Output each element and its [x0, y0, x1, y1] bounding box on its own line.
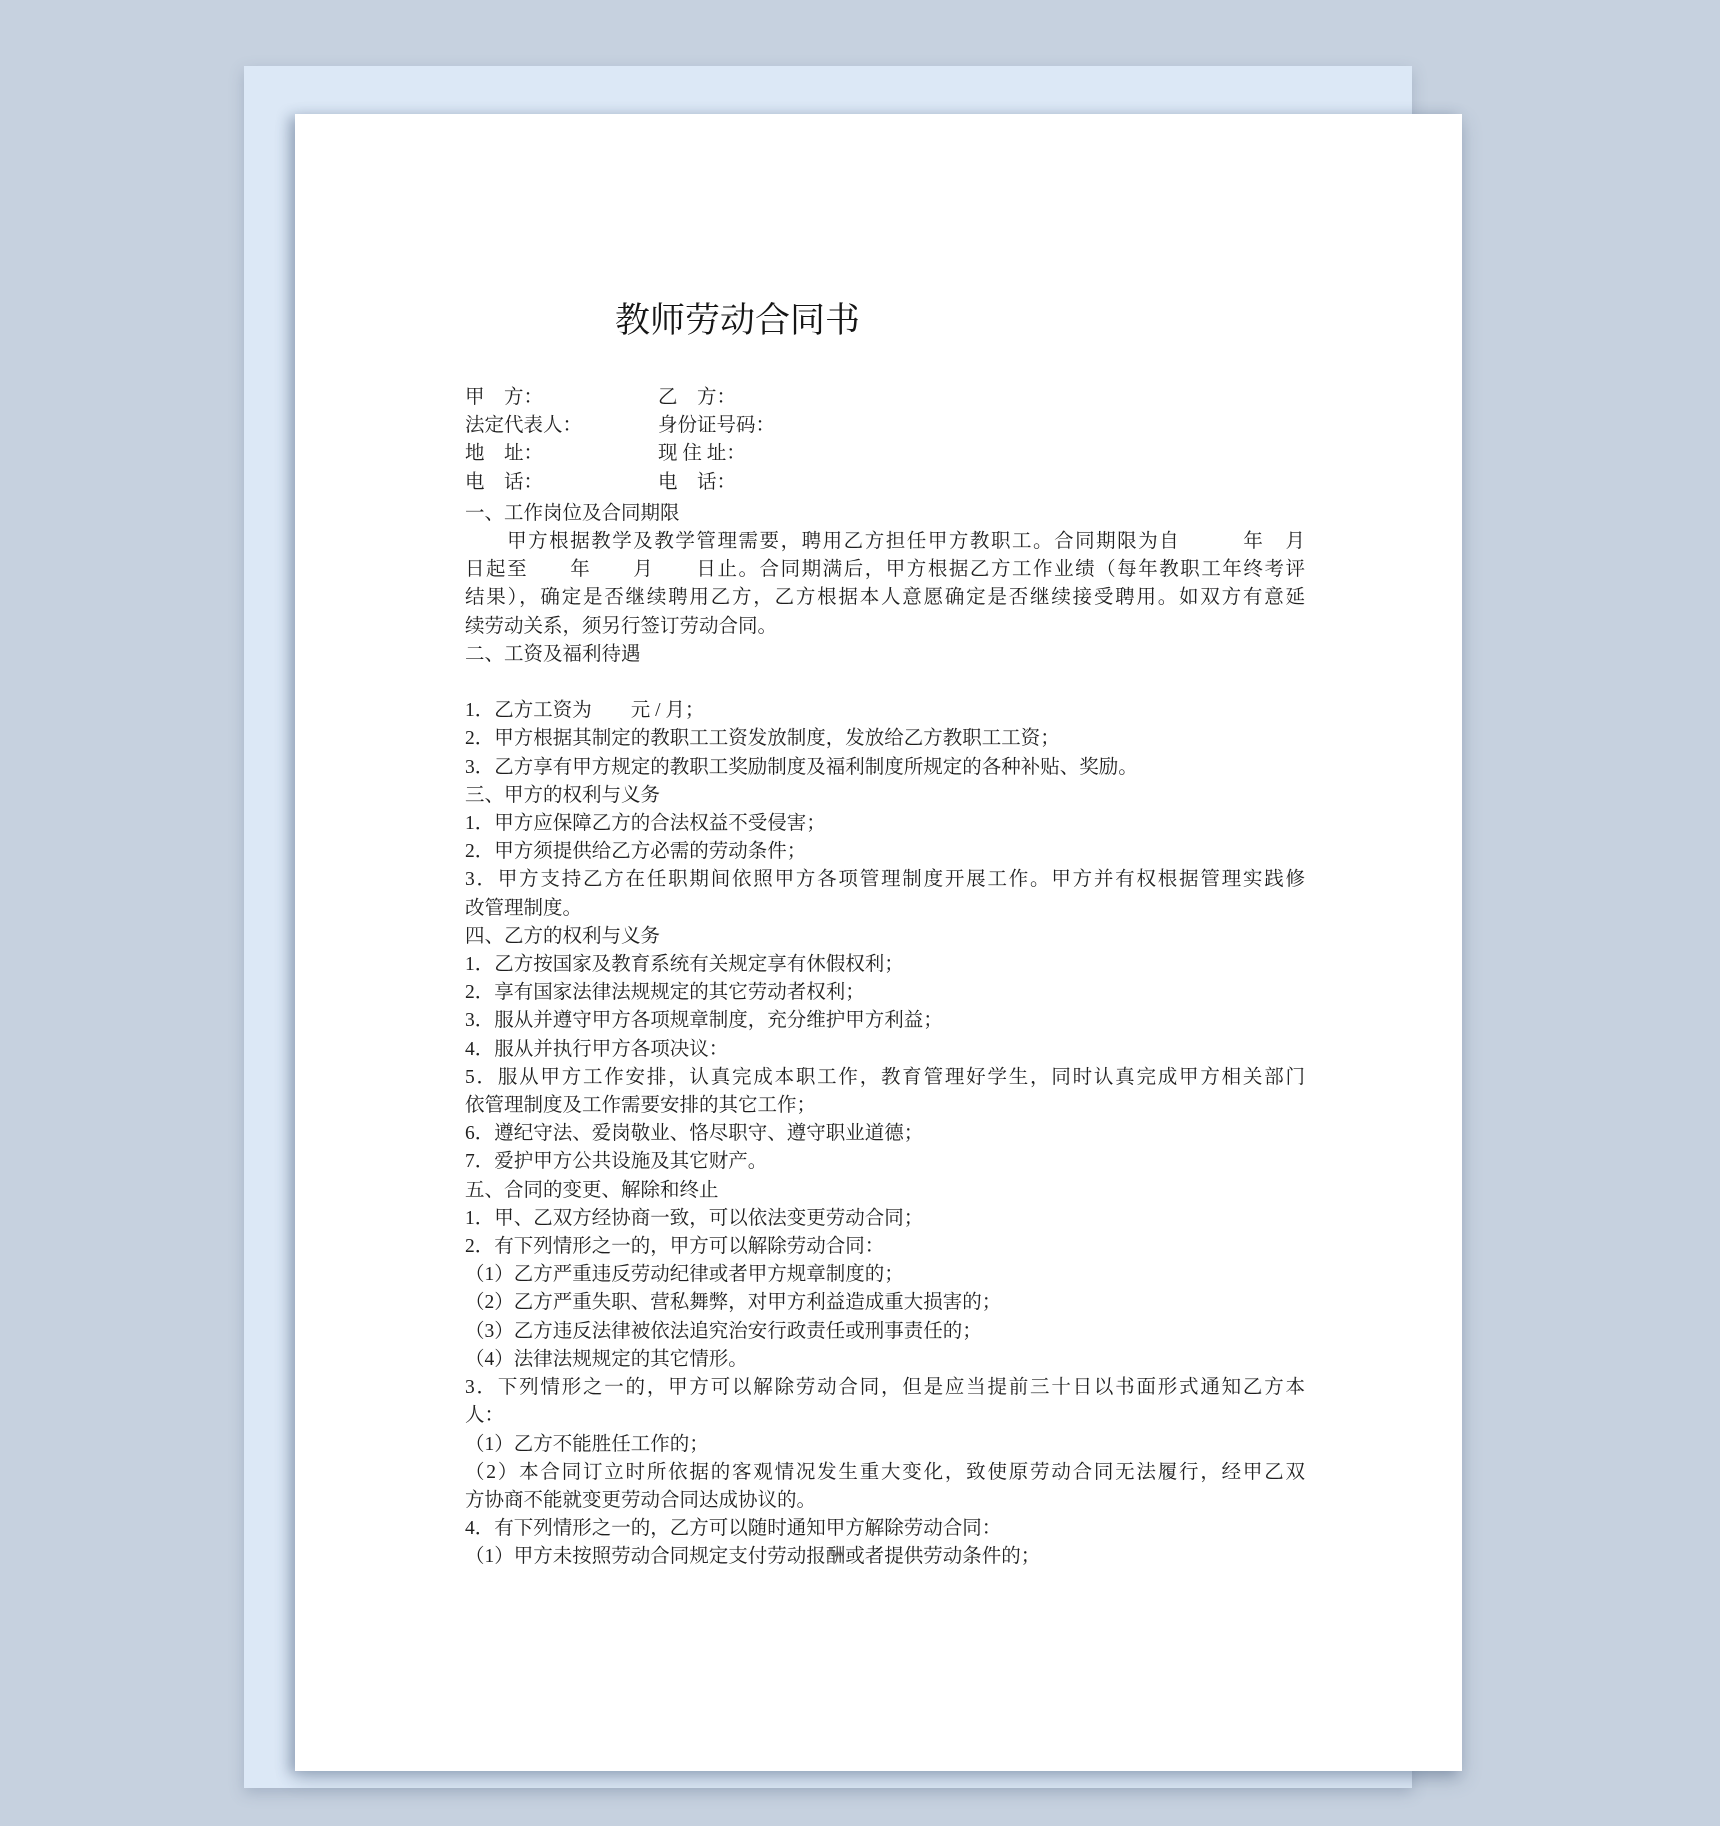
- contract-line: 1．乙方按国家及教育系统有关规定享有休假权利；: [465, 954, 904, 976]
- contract-line: 7．爱护甲方公共设施及其它财产。: [465, 1151, 768, 1173]
- contract-line: 结果），确定是否继续聘用乙方，乙方根据本人意愿确定是否继续接受聘用。如双方有意延: [465, 587, 1305, 609]
- party-info-fields: [465, 384, 1305, 497]
- field-label-left: 法定代表人：: [465, 415, 583, 437]
- contract-line: 3．下列情形之一的，甲方可以解除劳动合同，但是应当提前三十日以书面形式通知乙方本: [465, 1377, 1305, 1399]
- contract-line: 6．遵纪守法、爱岗敬业、恪尽职守、遵守职业道德；: [465, 1123, 924, 1145]
- contract-line: 四、乙方的权利与义务: [465, 925, 661, 947]
- contract-line: （3）乙方违反法律被依法追究治安行政责任或刑事责任的；: [465, 1320, 982, 1342]
- contract-line: 4．服从并执行甲方各项决议：: [465, 1038, 729, 1060]
- contract-line: 二、工资及福利待遇: [465, 643, 641, 665]
- contract-line: 日起至 年 月 日止。合同期满后，甲方根据乙方工作业绩（每年教职工年终考评: [465, 559, 1305, 581]
- contract-line: 改管理制度。: [465, 897, 583, 919]
- contract-line: （1）甲方未按照劳动合同规定支付劳动报酬或者提供劳动条件的；: [465, 1546, 1041, 1568]
- contract-line: 2．有下列情形之一的，甲方可以解除劳动合同：: [465, 1236, 885, 1258]
- contract-line: 5．服从甲方工作安排，认真完成本职工作，教育管理好学生，同时认真完成甲方相关部门: [465, 1066, 1305, 1088]
- contract-line: 五、合同的变更、解除和终止: [465, 1179, 719, 1201]
- contract-line: （1）乙方严重违反劳动纪律或者甲方规章制度的；: [465, 1264, 904, 1286]
- contract-line: 1．甲方应保障乙方的合法权益不受侵害；: [465, 813, 826, 835]
- contract-line: 方协商不能就变更劳动合同达成协议的。: [465, 1489, 817, 1511]
- field-label-left: 甲 方：: [465, 387, 544, 408]
- contract-line: （1）乙方不能胜任工作的；: [465, 1433, 709, 1455]
- contract-line: 4．有下列情形之一的，乙方可以随时通知甲方解除劳动合同：: [465, 1518, 1002, 1540]
- field-row: [465, 384, 1305, 412]
- contract-line: （4）法律法规规定的其它情形。: [465, 1348, 748, 1370]
- contract-line: 3．服从并遵守甲方各项规章制度，充分维护甲方利益；: [465, 1010, 943, 1032]
- contract-line: 甲方根据教学及教学管理需要，聘用乙方担任甲方教职工。合同期限为自 年 月: [465, 531, 1305, 553]
- field-row: [465, 440, 1305, 468]
- field-row: [465, 469, 1305, 497]
- field-label-right: 乙 方：: [658, 387, 737, 408]
- contract-line: 2．甲方须提供给乙方必需的劳动条件；: [465, 841, 807, 863]
- contract-line: 1．乙方工资为 元 / 月；: [465, 700, 705, 722]
- contract-line: 1．甲、乙双方经协商一致，可以依法变更劳动合同；: [465, 1207, 924, 1229]
- contract-body: [465, 500, 1305, 1572]
- field-row: [465, 412, 1305, 440]
- contract-line: 三、甲方的权利与义务: [465, 784, 661, 806]
- field-label-right: 身份证号码：: [658, 415, 776, 437]
- contract-document-page: [295, 114, 1462, 1771]
- document-title: 教师劳动合同书: [615, 301, 861, 340]
- contract-line: 续劳动关系，须另行签订劳动合同。: [465, 615, 778, 637]
- contract-line: 3．乙方享有甲方规定的教职工奖励制度及福利制度所规定的各种补贴、奖励。: [465, 756, 1138, 778]
- contract-line: 2．甲方根据其制定的教职工工资发放制度，发放给乙方教职工工资；: [465, 728, 1060, 750]
- page-content: [295, 114, 1462, 1771]
- contract-line: （2）本合同订立时所依据的客观情况发生重大变化，致使原劳动合同无法履行，经甲乙双: [465, 1461, 1305, 1483]
- field-label-right: 电 话：: [658, 471, 737, 493]
- field-label-left: 电 话：: [465, 471, 544, 493]
- contract-line: 3．甲方支持乙方在任职期间依照甲方各项管理制度开展工作。甲方并有权根据管理实践修: [465, 869, 1305, 891]
- contract-line: 一、工作岗位及合同期限: [465, 502, 680, 524]
- contract-line: 人：: [465, 1405, 505, 1427]
- contract-line: 2．享有国家法律法规规定的其它劳动者权利；: [465, 982, 865, 1004]
- contract-line: [465, 669, 1305, 697]
- field-label-left: 地 址：: [465, 443, 544, 465]
- field-label-right: 现 住 址：: [658, 443, 746, 465]
- contract-line: 依管理制度及工作需要安排的其它工作；: [465, 1095, 817, 1117]
- contract-line: （2）乙方严重失职、营私舞弊，对甲方利益造成重大损害的；: [465, 1292, 1002, 1314]
